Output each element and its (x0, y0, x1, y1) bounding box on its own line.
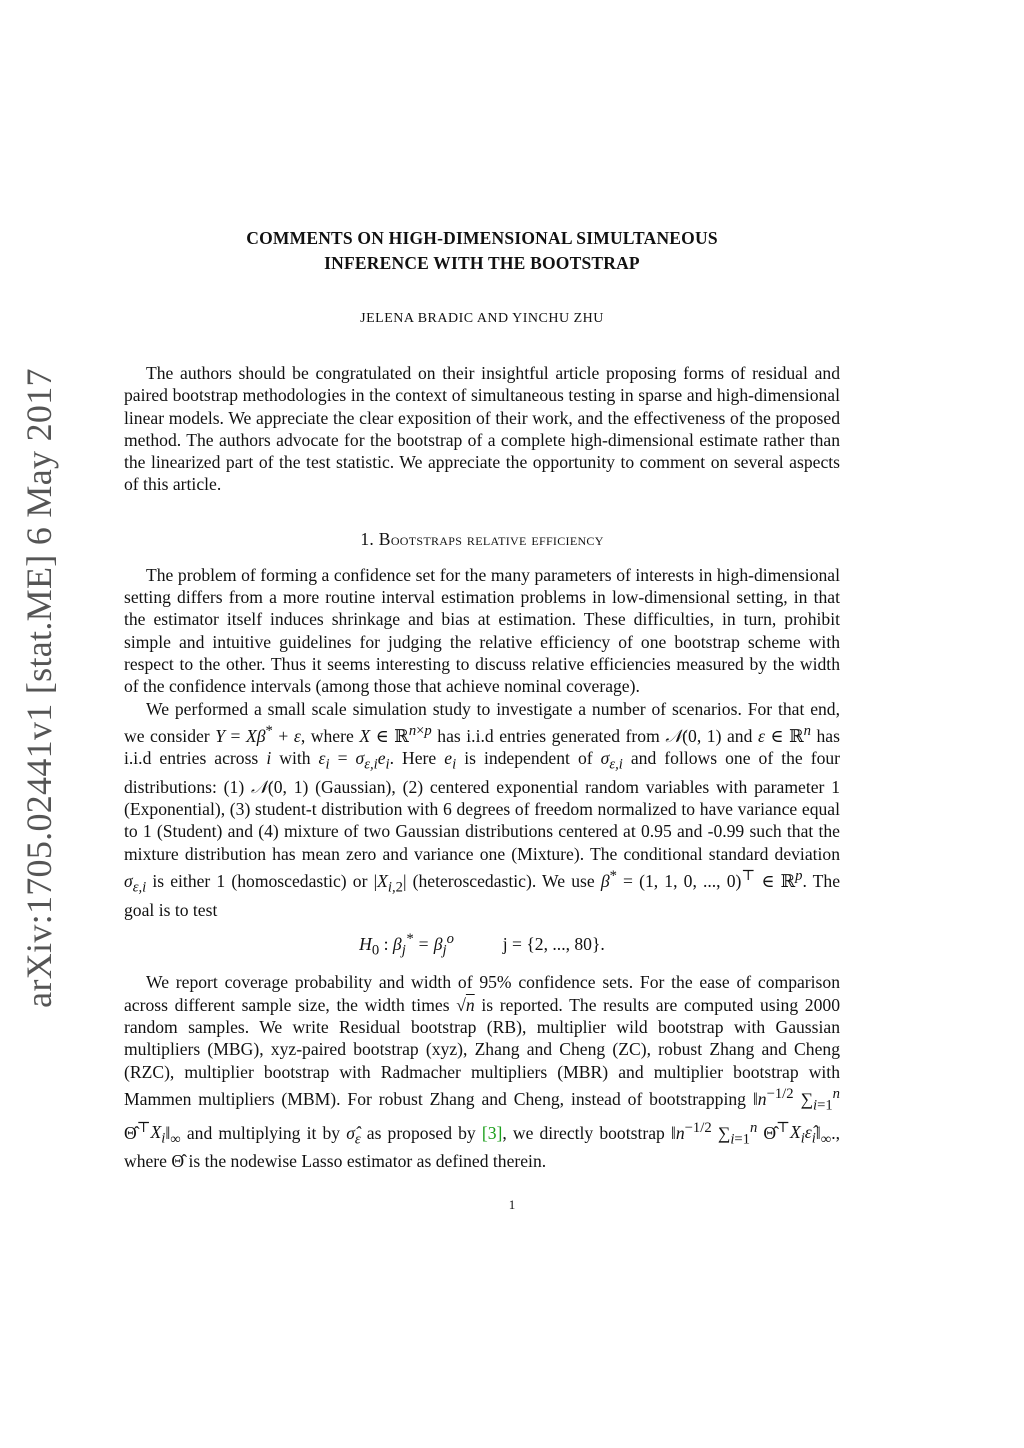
title-line-2: INFERENCE WITH THE BOOTSTRAP (324, 253, 640, 273)
paragraph-2: We performed a small scale simulation study to investigate a number of scenarios. For that end, we consider Y = Xβ* + ε, where X ∈ ℝ$^{n\times p}$ has i.i.d entries generated from 𝒩(0, 1) and ε ∈ ℝ$^n$ has i.i.d entries across i with $\varepsilon_i = \sigma_{\varepsilon,i}e_i$. Here $e_i$ is independent of $\sigma_{\varepsilon,i}$ and follows one of the four distributions: (1) 𝒩(0, 1) (Gaussian), (2) centered exponential random variables with parameter 1 (Exponential), (3) student-t distribution with 6 degrees of freedom normalized to have variance equal to 1 (Student) and (4) mixture of two Gaussian distributions centered at 0.95 and -0.99 such that the mixture distribution has mean zero and variance one (Mixture). The conditional standard deviation $\sigma_{\varepsilon,i}$ is either 1 (homoscedastic) or $|X_{i,2}|$ (heteroscedastic). We use β* = (1, 1, 0, ..., 0)⊤ ∈ ℝ$^p$. The goal is to test (124, 698, 841, 920)
hypothesis-equation: $H_0$ : $\beta_j^* = \beta_j^o$ j = {2, ..., 80}. (359, 930, 605, 959)
citation-link[interactable]: [3] (481, 1122, 503, 1143)
author-list: JELENA BRADIC AND YINCHU ZHU (360, 311, 604, 326)
paper-title (124, 226, 840, 276)
title-line-1: COMMENTS ON HIGH-DIMENSIONAL SIMULTANEOUS (246, 228, 718, 248)
section-heading-1: 1. Bootstraps relative efficiency (360, 528, 604, 549)
paper-page (124, 226, 840, 1172)
abstract: The authors should be congratulated on their insightful article proposing forms of residual and paired bootstrap methodologies in the context of simultaneous testing in sparse and high-dimensional linear models. We appreciate the clear exposition of their work, and the effectiveness of the proposed method. The authors advocate for the bootstrap of a complete high-dimensional estimate rather than the linearized part of the test statistic. We appreciate the opportunity to comment on several aspects of this article. (124, 363, 840, 495)
paragraph-1: The problem of forming a confidence set for the many parameters of interests in high-dimensional setting differs from a more routine interval estimation problems in low-dimensional setting, in that the estimator itself induces shrinkage and bias at estimation. These difficulties, in turn, prohibit simple and intuitive guidelines for judging the relative efficiency of one bootstrap scheme with respect to the other. Thus it seems interesting to discuss relative efficiencies measured by the width of the confidence intervals (among those that achieve nominal coverage). (124, 564, 840, 697)
arxiv-id: arXiv:1705.02441v1 [stat.ME] 6 May 2017 (19, 368, 60, 1008)
paragraph-3: We report coverage probability and width of 95% confidence sets. For the ease of comparison across different sample size, the width times √n is reported. The results are computed using 2000 random samples. We write Residual bootstrap (RB), multiplier wild bootstrap with Gaussian multipliers (MBG), xyz-paired bootstrap (xyz), Zhang and Cheng (ZC), robust Zhang and Cheng (RZC), multiplier bootstrap with Radmacher multipliers (MBR) and multiplier bootstrap with Mammen multipliers (MBM). For robust Zhang and Cheng, instead of bootstrapping $‖n^{-1/2}$ $\sum_{i=1}^n$ $\Thetâ^⊤X_i‖_\infty$ and multiplying it by $\sigmâ_\varepsilon$ as proposed by [3], we directly bootstrap $‖n^{-1/2}$ $\sum_{i=1}^n$ $\Thetâ^⊤X_i\varepsilon̂_i‖_\infty$., where Θ̂ is the nodewise Lasso estimator as defined therein. (124, 972, 840, 1172)
page-number: 1 (508, 1197, 516, 1212)
arxiv-sidebar-stamp (17, 148, 61, 1228)
